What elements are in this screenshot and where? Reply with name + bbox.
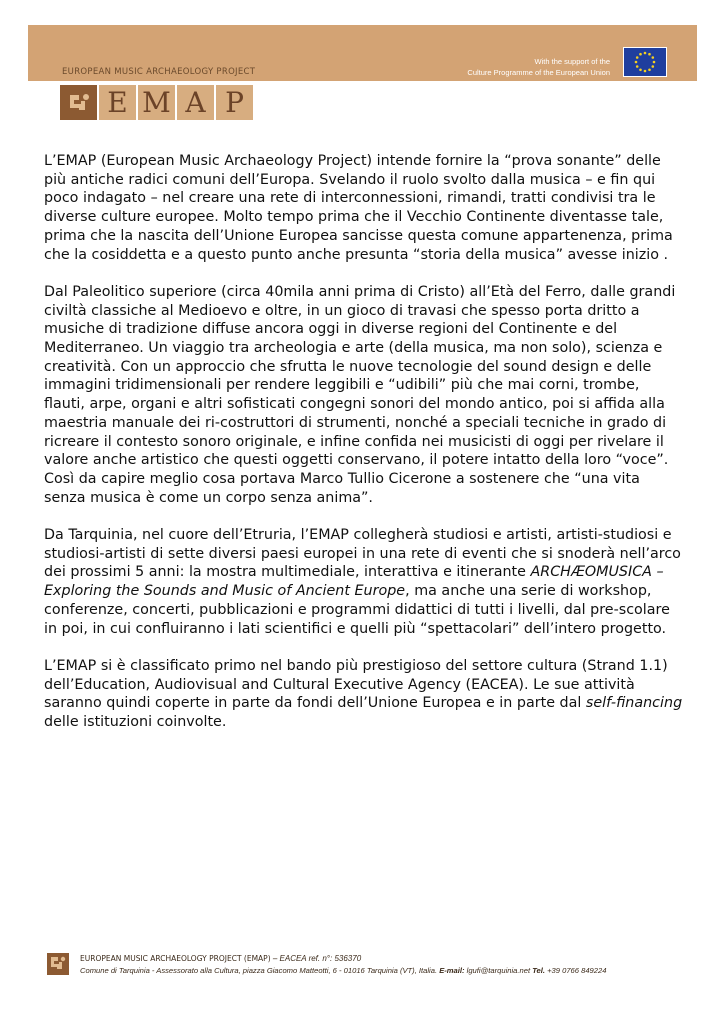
paragraph-3-part-b: , ma anche una serie di workshop, conferenze, concerti, pubblicazioni e programmi didattici di tutti i livelli, dal pre-scolare in poi, in cui confluiranno i lati scientifici e quelli più “spettacolari” dell’intero progetto. [44, 583, 670, 637]
emap-logo [60, 85, 255, 120]
paragraph-3 [44, 526, 684, 638]
paragraph-2: Dal Paleolitico superiore (circa 40mila anni prima di Cristo) all’Età del Ferro, dalle grandi civiltà classiche al Medioevo e oltre, in un gioco di travasi che spesso porta dritto a musiche di tradizione diffuse ancora oggi in diverse regioni del Continente e del Mediterraneo. Un viaggio tra archeologia e arte (della musica, ma non solo), scienza e creatività. Con un approccio che sfrutta le nuove tecnologie del sound design e delle immagini tridimensionali per rendere leggibili e “udibili” più che mai corni, trombe, flauti, arpe, organi e altri sofisticati congegni sonori del mondo antico, poi si affida alla maestria manuale dei ri-costruttori di strumenti, nonché a speciali tecniche in grado di ricreare il contesto sonoro originale, e infine confida nei musicisti di oggi per rivelare il valore anche artistico che questi oggetti conservano, il potere intatto della loro “voce”. Così da capire meglio cosa portava Marco Tullio Cicerone a sostenere che “una vita senza musica è come un corpo senza anima”. [44, 283, 676, 506]
project-label: EUROPEAN MUSIC ARCHAEOLOGY PROJECT [62, 67, 256, 77]
footer-ref: – EACEA ref. n°: 536370 [270, 954, 362, 963]
footer-project-name: EUROPEAN MUSIC ARCHAEOLOGY PROJECT (EMAP) [80, 954, 271, 963]
paragraph-4-part-b: delle istituzioni coinvolte. [44, 714, 227, 731]
eu-flag-icon [623, 47, 667, 77]
logo-letter-a: A [177, 85, 214, 120]
body-text [44, 152, 684, 750]
footer-project-line [80, 954, 361, 963]
eu-support-text [440, 56, 610, 78]
eu-stars-icon [624, 48, 666, 76]
exhibition-title: ARCHÆOMUSICA – Exploring the Sounds and Music of Ancient Europe [44, 564, 664, 600]
footer-tel-label: Tel. [532, 966, 545, 975]
emap-logo-glyph-icon [60, 85, 97, 120]
paragraph-1: L’EMAP (European Music Archaeology Project) intende fornire la “prova sonante” delle più antiche radici comuni dell’Europa. Svelando il ruolo svolto dalla musica – e fin qui poco indagato – nel creare una rete di interconnessioni, rimandi, tratti condivisi tra le diverse culture europee. Molto tempo prima che il Vecchio Continente diventasse tale, prima che la nascita dell’Unione Europea sancisse questa comune appartenenza, prima che la cosiddetta e a questo punto anche presunta “storia della musica” avesse inizio . [44, 153, 673, 263]
paragraph-3-part-a: Da Tarquinia, nel cuore dell’Etruria, l’EMAP collegherà studiosi e artisti, artisti-studiosi e studiosi-artisti di sette diversi paesi europei in una rete di eventi che si snoderà nell’arco dei prossimi 5 anni: la mostra multimediale, interattiva e itinerante [44, 527, 681, 581]
paragraph-4-part-a: L’EMAP si è classificato primo nel bando più prestigioso del settore cultura (Strand 1.1) dell’Education, Audiovisual and Cultural Executive Agency (EACEA). Le sue attività saranno quindi coperte in parte da fondi dell’Unione Europea e in parte dal [44, 657, 668, 712]
footer-tel: +39 0766 849224 [545, 966, 607, 975]
paragraph-4 [44, 657, 684, 732]
logo-letter-e: E [99, 85, 136, 120]
footer-contact-line [80, 966, 606, 975]
self-financing-term: self-financing [585, 695, 683, 712]
footer-email-label: E-mail: [439, 966, 465, 975]
support-line-1: With the support of the [534, 57, 610, 66]
logo-letter-p: P [216, 85, 253, 120]
footer-address: Comune di Tarquinia - Assessorato alla Cultura, piazza Giacomo Matteotti, 6 - 01016 Tarquinia (VT), Italia. [80, 966, 440, 975]
support-line-2: Culture Programme of the European Union [467, 68, 610, 77]
logo-letter-m: M [138, 85, 175, 120]
footer-email[interactable]: lgufi@tarquinia.net [464, 966, 533, 975]
footer-logo-icon [47, 953, 69, 975]
